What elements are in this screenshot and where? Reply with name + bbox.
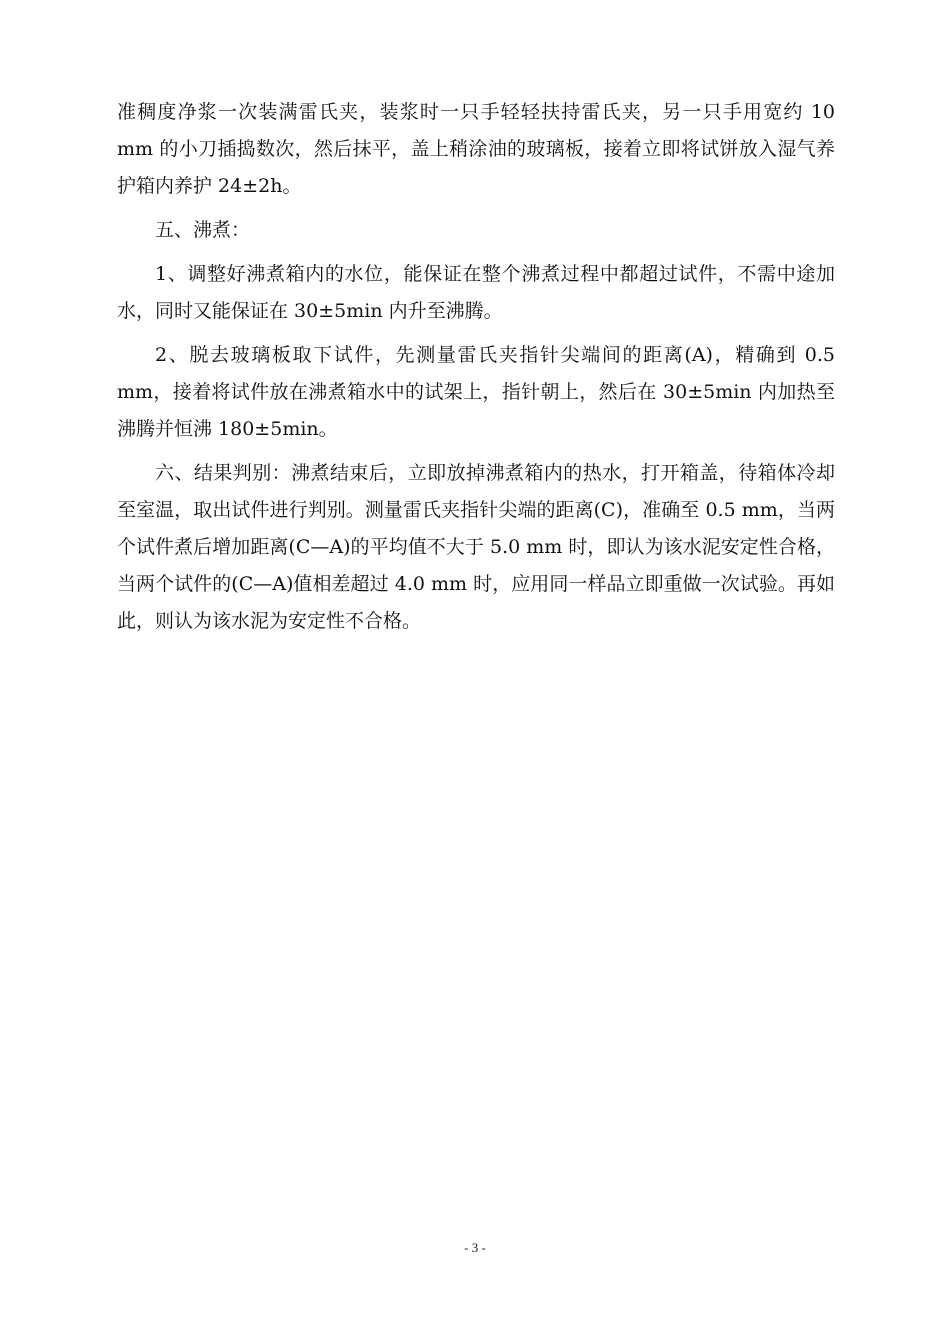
page-number: - 3 - bbox=[464, 1240, 486, 1255]
paragraph-step-1: 1、调整好沸煮箱内的水位，能保证在整个沸煮过程中都超过试件，不需中途加水，同时又能保证在 30±5min 内升至沸腾。 bbox=[117, 263, 835, 322]
paragraph-continuation: 准稠度净浆一次装满雷氏夹，装浆时一只手轻轻扶持雷氏夹，另一只手用宽约 10 mm 的小刀插捣数次，然后抹平，盖上稍涂油的玻璃板，接着立即将试饼放入湿气养护箱内养护 24±2h。 bbox=[117, 101, 835, 197]
paragraph-result-judgement: 六、结果判别：沸煮结束后，立即放掉沸煮箱内的热水，打开箱盖，待箱体冷却至室温，取出试件进行判别。测量雷氏夹指针尖端的距离(C)，准确至 0.5 mm，当两个试件煮后增加距离(C—A)的平均值不大于 5.0 mm 时，即认为该水泥安定性合格，当两个试件的(C—A)值相差超过 4.0 mm 时，应用同一样品立即重做一次试验。再如此，则认为该水泥为安定性不合格。 bbox=[117, 462, 835, 632]
document-body bbox=[117, 94, 835, 647]
paragraph-step-2: 2、脱去玻璃板取下试件，先测量雷氏夹指针尖端间的距离(A)，精确到 0.5 mm，接着将试件放在沸煮箱水中的试架上，指针朝上，然后在 30±5min 内加热至沸腾并恒沸 180±5min。 bbox=[117, 344, 835, 440]
section-heading-boiling: 五、沸煮： bbox=[155, 219, 251, 241]
